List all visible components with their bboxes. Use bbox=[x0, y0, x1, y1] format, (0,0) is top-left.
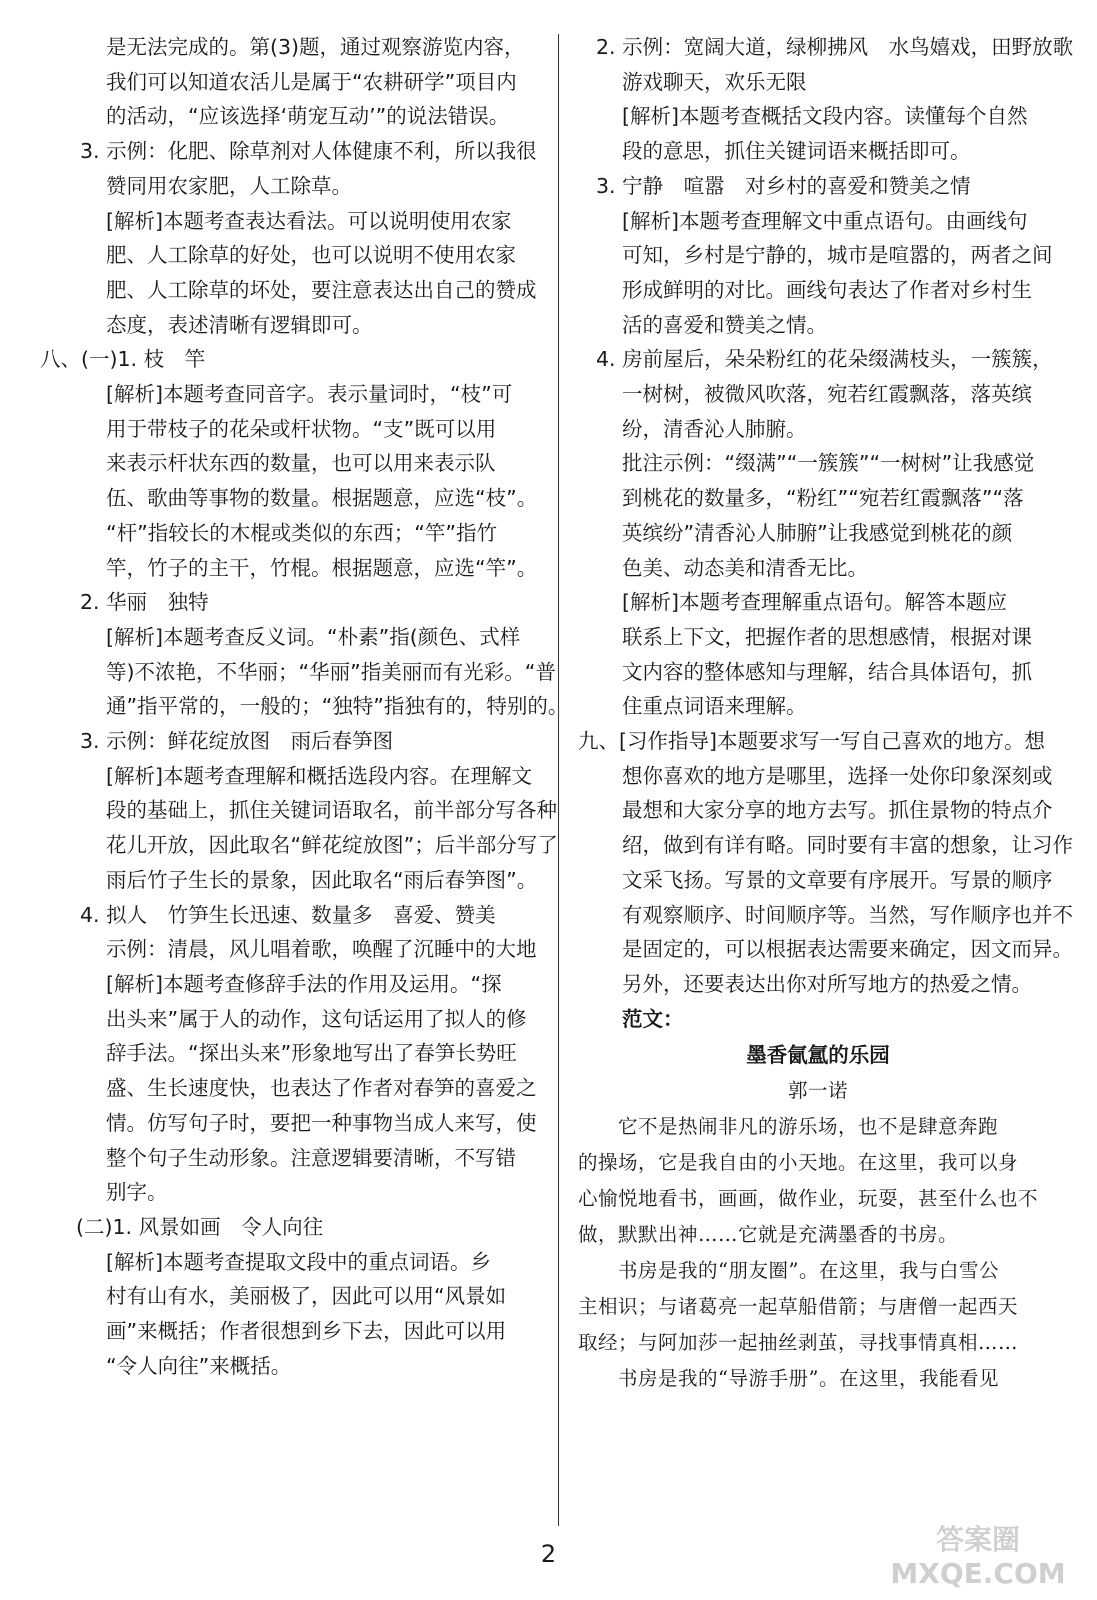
text-line: 英缤纷”清香沁人肺腑”让我感觉到桃花的颜 bbox=[622, 520, 1013, 545]
text-line: 通”指平常的，一般的；“独特”指独有的，特别的。 bbox=[106, 694, 569, 719]
column-divider bbox=[558, 34, 559, 1526]
essay-line: 的操场，它是我自由的小天地。在这里，我可以身 bbox=[578, 1151, 1019, 1175]
text-line: 一树树，被微风吹落，宛若红霞飘落，落英缤 bbox=[622, 382, 1032, 407]
text-line: 想你喜欢的地方是哪里，选择一处你印象深刻或 bbox=[622, 763, 1053, 788]
text-line: 范文： bbox=[622, 1006, 684, 1031]
text-line: “令人向往”来概括。 bbox=[106, 1353, 292, 1378]
text-line: 3. 宁静 喧嚣 对乡村的喜爱和赞美之情 bbox=[596, 173, 971, 198]
text-line: 来表示杆状东西的数量，也可以用来表示队 bbox=[106, 451, 496, 476]
text-line: 八、(一)1. 枝 竿 bbox=[40, 347, 206, 372]
text-line: 等)不浓艳，不华丽；“华丽”指美丽而有光彩。“普 bbox=[106, 659, 556, 684]
text-line: 联系上下文，把握作者的思想感情，根据对课 bbox=[622, 624, 1032, 649]
text-line: 段的意思，抓住关键词语来概括即可。 bbox=[622, 139, 971, 164]
text-line: 我们可以知道农活儿是属于“农耕研学”项目内 bbox=[106, 69, 517, 94]
text-line: 九、[习作指导]本题要求写一写自己喜欢的地方。想 bbox=[578, 729, 1045, 754]
essay-line: 它不是热闹非凡的游乐场，也不是肆意奔跑 bbox=[578, 1115, 999, 1139]
text-line: 别字。 bbox=[106, 1180, 168, 1205]
text-line: [解析]本题考查反义词。“朴素”指(颜色、式样 bbox=[106, 624, 521, 649]
text-line: 示例：清晨，风儿唱着歌，唤醒了沉睡中的大地 bbox=[106, 937, 537, 962]
text-line: 情。仿写句子时，要把一种事物当成人来写，使 bbox=[106, 1110, 537, 1135]
text-line: [解析]本题考查修辞手法的作用及运用。“探 bbox=[106, 971, 502, 996]
page-number: 2 bbox=[540, 1540, 557, 1568]
text-line: 出头来”属于人的动作，这句话运用了拟人的修 bbox=[106, 1006, 527, 1031]
essay-line: 做，默默出神……它就是充满墨香的书房。 bbox=[578, 1223, 959, 1247]
essay-line: 取经；与阿加莎一起抽丝剥茧，寻找事情真相…… bbox=[578, 1331, 1019, 1355]
text-line: 竿，竹子的主干，竹棍。根据题意，应选“竿”。 bbox=[106, 555, 538, 580]
text-line: “杆”指较长的木棍或类似的东西；“竿”指竹 bbox=[106, 520, 497, 545]
text-line: 盛、生长速度快，也表达了作者对春笋的喜爱之 bbox=[106, 1076, 537, 1101]
text-line: 的活动，“应该选择‘萌宠互动’”的说法错误。 bbox=[106, 104, 510, 129]
text-line: 2. 华丽 独特 bbox=[80, 590, 209, 615]
essay-line: 主相识；与诸葛亮一起草船借箭；与唐僧一起西天 bbox=[578, 1295, 1019, 1319]
text-line: 态度，表述清晰有逻辑即可。 bbox=[106, 312, 373, 337]
text-line: 绍，做到有详有略。同时要有丰富的想象，让习作 bbox=[622, 833, 1073, 858]
text-line: 到桃花的数量多，“粉红”“宛若红霞飘落”“落 bbox=[622, 486, 1024, 511]
essay-title: 墨香氤氲的乐园 bbox=[746, 1043, 890, 1068]
svg-text:MXQE.COM: MXQE.COM bbox=[890, 1557, 1066, 1590]
text-line: 村有山有水，美丽极了，因此可以用“风景如 bbox=[106, 1284, 507, 1309]
text-line: 4. 房前屋后，朵朵粉红的花朵缀满枝头，一簇簇， bbox=[596, 347, 1053, 372]
text-line: 最想和大家分享的地方去写。抓住景物的特点介 bbox=[622, 798, 1053, 823]
left-column bbox=[40, 30, 569, 1383]
text-line: [解析]本题考查理解重点语句。解答本题应 bbox=[622, 590, 1007, 615]
text-line: 画”来概括；作者很想到乡下去，因此可以用 bbox=[106, 1319, 507, 1344]
essay-line: 心愉悦地看书，画画，做作业，玩耍，甚至什么也不 bbox=[578, 1187, 1039, 1211]
right-column bbox=[578, 30, 1074, 1397]
text-line: 用于带枝子的花朵或杆状物。“支”既可以用 bbox=[106, 416, 497, 441]
essay-line: 书房是我的“朋友圈”。在这里，我与白雪公 bbox=[578, 1259, 999, 1283]
text-line: 肥、人工除草的好处，也可以说明不使用农家 bbox=[106, 243, 516, 268]
text-line: [解析]本题考查提取文段中的重点词语。乡 bbox=[106, 1249, 491, 1274]
text-line: 批注示例：“缀满”“一簇簇”“一树树”让我感觉 bbox=[622, 451, 1035, 476]
svg-text:答案圈: 答案圈 bbox=[935, 1523, 1021, 1556]
text-line: 游戏聊天，欢乐无限 bbox=[622, 69, 807, 94]
watermark-logo bbox=[873, 1517, 1083, 1592]
text-line: 3. 示例：化肥、除草剂对人体健康不利，所以我很 bbox=[80, 139, 537, 164]
text-line: 赞同用农家肥，人工除草。 bbox=[106, 173, 352, 198]
text-line: 色美、动态美和清香无比。 bbox=[622, 555, 868, 580]
text-line: 整个句子生动形象。注意逻辑要清晰，不写错 bbox=[106, 1145, 516, 1170]
text-line: [解析]本题考查理解和概括选段内容。在理解文 bbox=[106, 763, 532, 788]
text-line: 雨后竹子生长的景象，因此取名“雨后春笋图”。 bbox=[106, 867, 538, 892]
text-line: 辞手法。“探出头来”形象地写出了春笋长势旺 bbox=[106, 1041, 517, 1066]
text-line: 形成鲜明的对比。画线句表达了作者对乡村生 bbox=[622, 277, 1032, 302]
text-line: (二)1. 风景如画 令人向往 bbox=[76, 1214, 324, 1239]
text-line: 3. 示例：鲜花绽放图 雨后春笋图 bbox=[80, 729, 394, 754]
essay bbox=[578, 1038, 1058, 1397]
text-line: 纷，清香沁人肺腑。 bbox=[622, 416, 807, 441]
essay-author: 郭一诺 bbox=[787, 1079, 848, 1103]
text-line: 住重点词语来理解。 bbox=[622, 694, 807, 719]
text-line: [解析]本题考查同音字。表示量词时，“枝”可 bbox=[106, 382, 513, 407]
text-line: 花儿开放，因此取名“鲜花绽放图”；后半部分写了 bbox=[106, 833, 558, 858]
text-line: 有观察顺序、时间顺序等。当然，写作顺序也并不 bbox=[622, 902, 1073, 927]
text-line: 肥、人工除草的坏处，要注意表达出自己的赞成 bbox=[106, 277, 537, 302]
text-line: 文内容的整体感知与理解，结合具体语句，抓 bbox=[622, 659, 1032, 684]
text-line: [解析]本题考查表达看法。可以说明使用农家 bbox=[106, 208, 512, 233]
text-line: 伍、歌曲等事物的数量。根据题意，应选“枝”。 bbox=[106, 486, 538, 511]
text-line: 是固定的，可以根据表达需要来确定，因文而异。 bbox=[622, 937, 1073, 962]
text-line: 活的喜爱和赞美之情。 bbox=[622, 312, 827, 337]
text-line: 是无法完成的。第(3)题，通过观察游览内容， bbox=[106, 35, 525, 59]
text-line: 2. 示例：宽阔大道，绿柳拂风 水鸟嬉戏，田野放歌 bbox=[596, 35, 1074, 59]
text-line: 另外，还要表达出你对所写地方的热爱之情。 bbox=[622, 971, 1032, 996]
text-line: 可知，乡村是宁静的，城市是喧嚣的，两者之间 bbox=[622, 243, 1053, 268]
text-line: 文采飞扬。写景的文章要有序展开。写景的顺序 bbox=[622, 867, 1053, 892]
essay-line: 书房是我的“导游手册”。在这里，我能看见 bbox=[578, 1367, 999, 1391]
text-line: [解析]本题考查理解文中重点语句。由画线句 bbox=[622, 208, 1028, 233]
text-line: 4. 拟人 竹笋生长迅速、数量多 喜爱、赞美 bbox=[80, 902, 496, 927]
text-line: 段的基础上，抓住关键词语取名，前半部分写各种 bbox=[106, 798, 557, 823]
text-line: [解析]本题考查概括文段内容。读懂每个自然 bbox=[622, 104, 1028, 129]
